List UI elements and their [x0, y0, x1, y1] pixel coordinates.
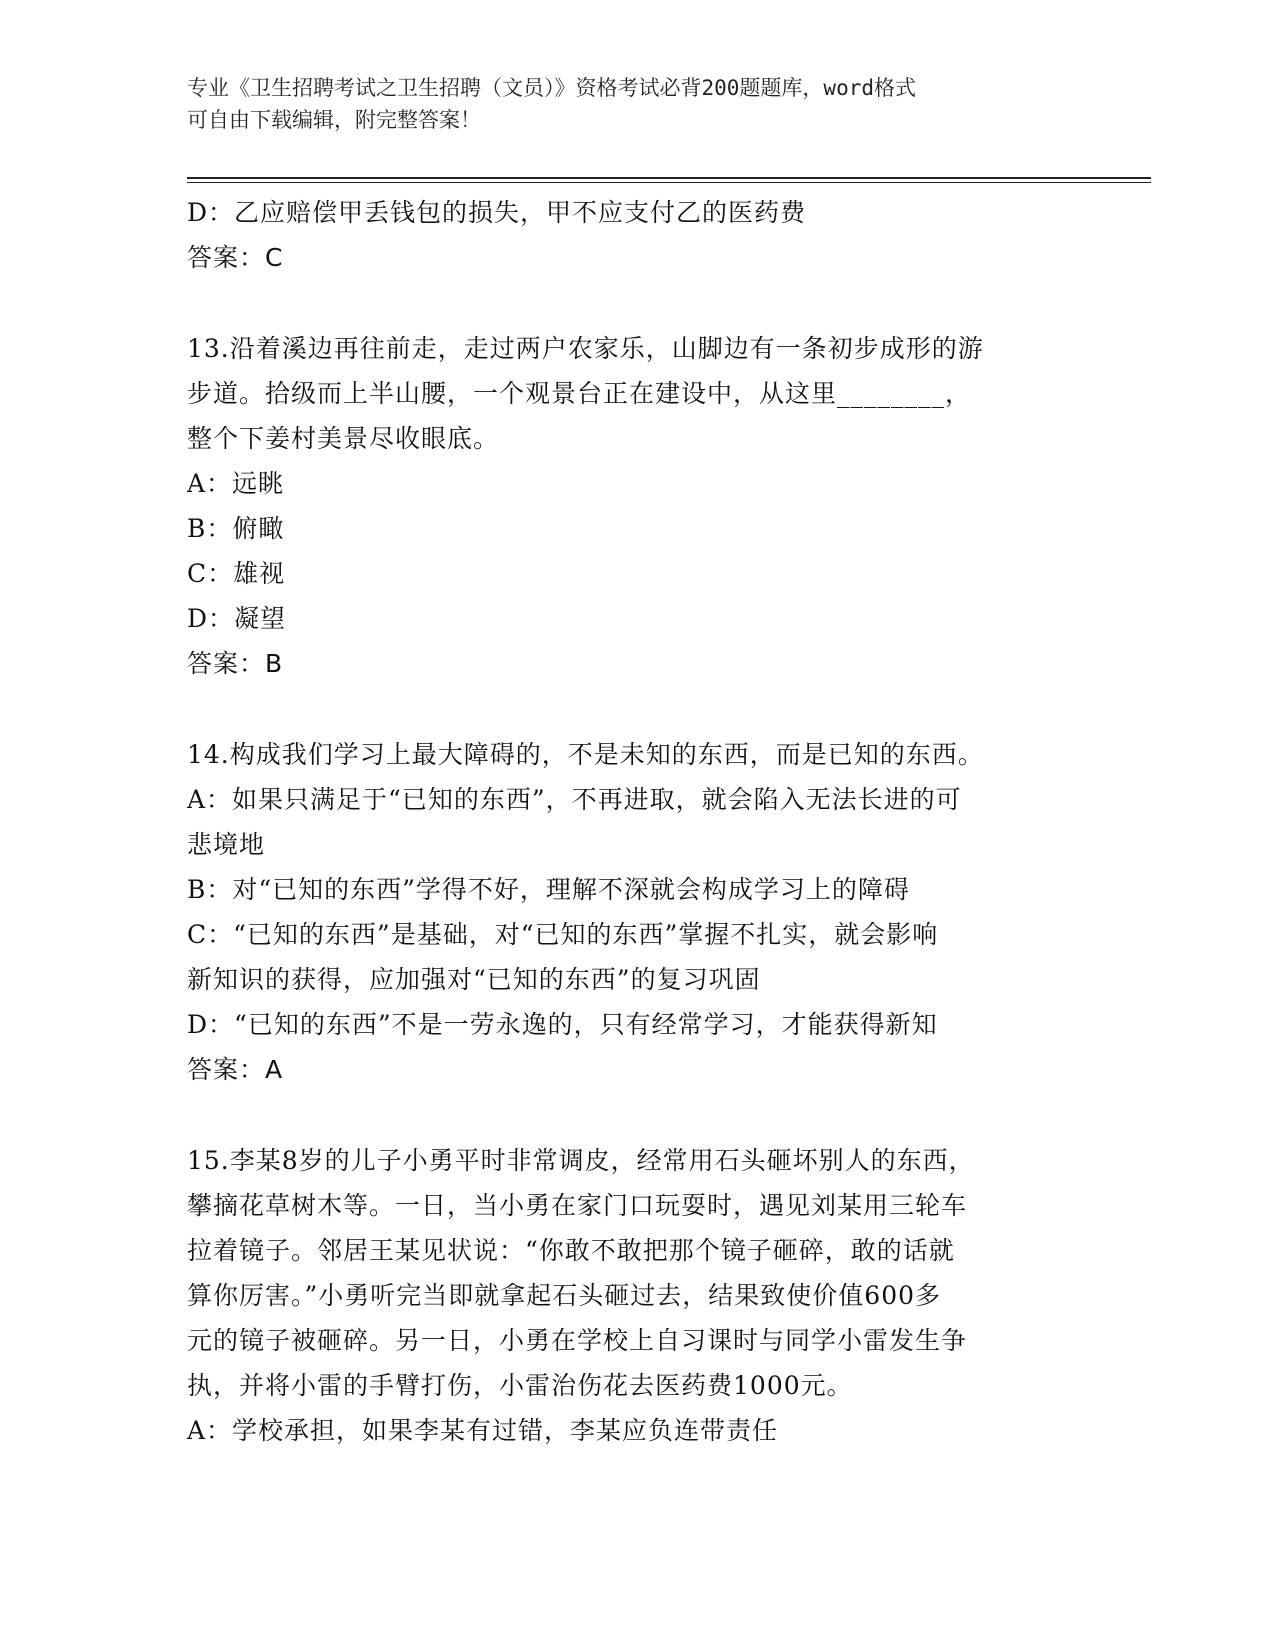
q14-option-line: B：对“已知的东西”学得不好，理解不深就会构成学习上的障碍 — [187, 875, 910, 904]
question-13 — [187, 326, 1067, 686]
q14-option-line: C：“已知的东西”是基础，对“已知的东西”掌握不扎实，就会影响 — [187, 920, 939, 949]
q13-answer: 答案：B — [187, 649, 284, 678]
question-14 — [187, 732, 1067, 1092]
q14-option-line: A：如果只满足于“已知的东西”，不再进取，就会陷入无法长进的可 — [187, 785, 962, 814]
prev-answer: 答案：C — [187, 243, 284, 272]
q15-option-a: A：学校承担，如果李某有过错，李某应负连带责任 — [187, 1416, 779, 1445]
q14-option-line: 悲境地 — [187, 830, 266, 859]
q15-stem-line: 算你厉害。”小勇听完当即就拿起石头砸过去，结果致使价值600多 — [187, 1281, 942, 1310]
q13-option-c: C：雄视 — [187, 559, 286, 588]
q15-stem-line: 攀摘花草树木等。一日，当小勇在家门口玩耍时，遇见刘某用三轮车 — [187, 1191, 968, 1220]
q14-answer: 答案：A — [187, 1055, 284, 1084]
header-divider-thin — [187, 182, 1151, 183]
document-body — [187, 190, 1067, 1453]
q13-stem-line: 整个下姜村美景尽收眼底。 — [187, 424, 500, 453]
question-15 — [187, 1138, 1067, 1453]
q14-stem-line: 14.构成我们学习上最大障碍的，不是未知的东西，而是已知的东西。 — [187, 740, 984, 769]
q13-option-b: B：俯瞰 — [187, 514, 285, 543]
header-line-1: 专业《卫生招聘考试之卫生招聘（文员）》资格考试必背200题题库，word格式 — [187, 76, 916, 100]
q13-option-d: D：凝望 — [187, 604, 287, 633]
q13-stem-line: 步道。拾级而上半山腰，一个观景台正在建设中，从这里________， — [187, 379, 972, 408]
q15-stem-line: 拉着镜子。邻居王某见状说：“你敢不敢把那个镜子砸碎，敢的话就 — [187, 1236, 955, 1265]
spacer — [187, 280, 1067, 326]
q15-stem-line: 执，并将小雷的手臂打伤，小雷治伤花去医药费1000元。 — [187, 1371, 853, 1400]
q15-stem-line: 元的镜子被砸碎。另一日，小勇在学校上自习课时与同学小雷发生争 — [187, 1326, 968, 1355]
prev-option-d: D：乙应赔偿甲丢钱包的损失，甲不应支付乙的医药费 — [187, 198, 807, 227]
q13-option-a: A：远眺 — [187, 469, 285, 498]
header-divider-thick — [187, 177, 1151, 179]
page-header — [187, 72, 1067, 136]
spacer — [187, 686, 1067, 732]
q14-option-line: 新知识的获得，应加强对“已知的东西”的复习巩固 — [187, 965, 761, 994]
header-line-2: 可自由下载编辑，附完整答案！ — [187, 108, 481, 132]
q15-stem-line: 15.李某8岁的儿子小勇平时非常调皮，经常用石头砸坏别人的东西， — [187, 1146, 975, 1175]
q14-option-line: D：“已知的东西”不是一劳永逸的，只有经常学习，才能获得新知 — [187, 1010, 938, 1039]
q13-stem-line: 13.沿着溪边再往前走，走过两户农家乐，山脚边有一条初步成形的游 — [187, 334, 984, 363]
spacer — [187, 1092, 1067, 1138]
